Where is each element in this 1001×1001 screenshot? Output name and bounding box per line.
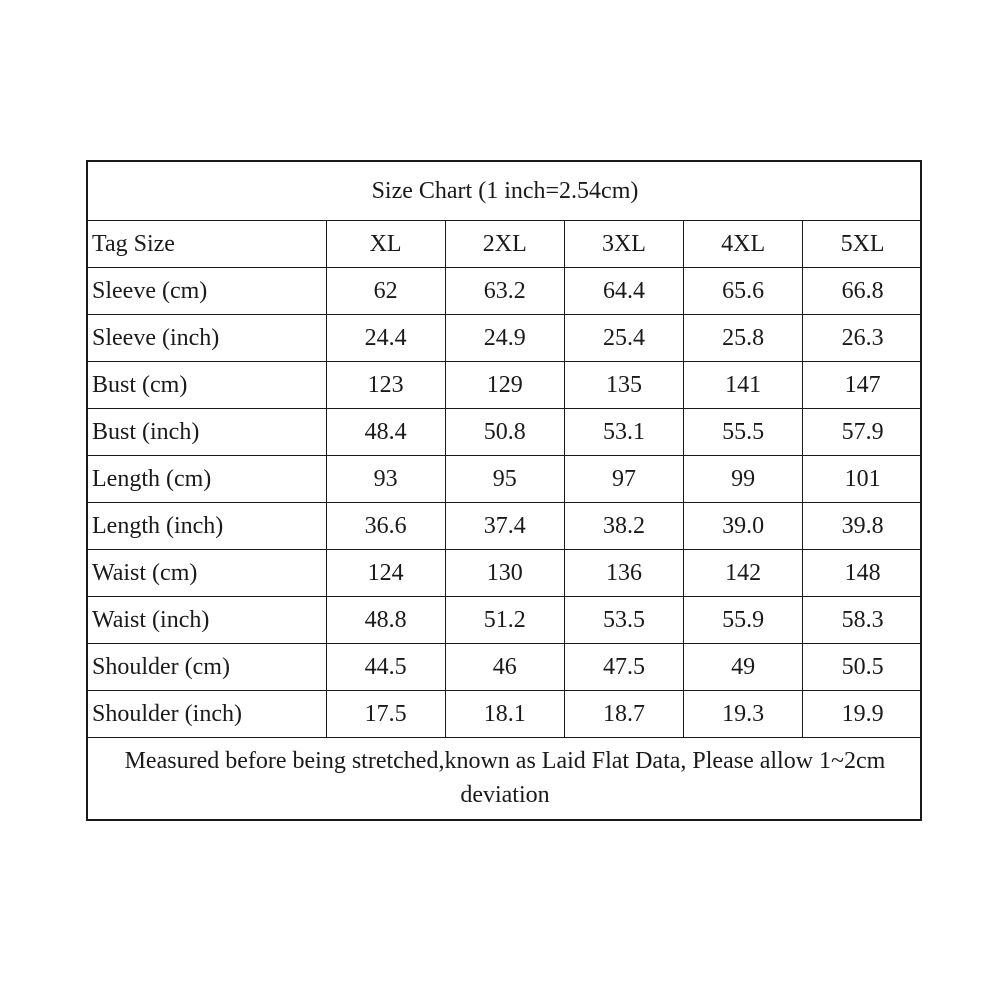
chart-title: Size Chart (1 inch=2.54cm)	[88, 162, 922, 221]
cell-value: 66.8	[803, 268, 922, 315]
cell-value: 136	[564, 550, 683, 597]
table-row	[88, 456, 922, 503]
cell-value: 19.9	[803, 691, 922, 738]
cell-value: 124	[326, 550, 445, 597]
cell-value: 26.3	[803, 315, 922, 362]
size-table	[88, 162, 922, 820]
cell-value: 38.2	[564, 503, 683, 550]
cell-value: 48.4	[326, 409, 445, 456]
cell-value: 55.9	[684, 597, 803, 644]
table-row	[88, 362, 922, 409]
row-label: Bust (cm)	[88, 362, 326, 409]
table-row	[88, 644, 922, 691]
table-row	[88, 550, 922, 597]
cell-value: 147	[803, 362, 922, 409]
cell-value: 99	[684, 456, 803, 503]
row-label: Shoulder (cm)	[88, 644, 326, 691]
cell-value: 135	[564, 362, 683, 409]
cell-value: 39.8	[803, 503, 922, 550]
table-row	[88, 503, 922, 550]
cell-value: 130	[445, 550, 564, 597]
cell-value: 19.3	[684, 691, 803, 738]
header-row	[88, 221, 922, 268]
cell-value: 50.5	[803, 644, 922, 691]
cell-value: 51.2	[445, 597, 564, 644]
cell-value: 18.1	[445, 691, 564, 738]
cell-value: 97	[564, 456, 683, 503]
header-label: Tag Size	[88, 221, 326, 268]
row-label: Shoulder (inch)	[88, 691, 326, 738]
cell-value: 44.5	[326, 644, 445, 691]
row-label: Sleeve (inch)	[88, 315, 326, 362]
row-label: Sleeve (cm)	[88, 268, 326, 315]
cell-value: 142	[684, 550, 803, 597]
table-row	[88, 315, 922, 362]
note-row	[88, 738, 922, 821]
cell-value: 148	[803, 550, 922, 597]
measurement-note: Measured before being stretched,known as Laid Flat Data, Please allow 1~2cm deviation	[88, 738, 922, 821]
cell-value: 24.9	[445, 315, 564, 362]
size-header: 4XL	[684, 221, 803, 268]
size-header: XL	[326, 221, 445, 268]
cell-value: 25.4	[564, 315, 683, 362]
cell-value: 25.8	[684, 315, 803, 362]
table-row	[88, 268, 922, 315]
cell-value: 37.4	[445, 503, 564, 550]
table-row	[88, 409, 922, 456]
cell-value: 101	[803, 456, 922, 503]
row-label: Bust (inch)	[88, 409, 326, 456]
cell-value: 24.4	[326, 315, 445, 362]
cell-value: 123	[326, 362, 445, 409]
cell-value: 129	[445, 362, 564, 409]
size-header: 2XL	[445, 221, 564, 268]
row-label: Length (cm)	[88, 456, 326, 503]
table-row	[88, 691, 922, 738]
cell-value: 49	[684, 644, 803, 691]
cell-value: 17.5	[326, 691, 445, 738]
size-header: 3XL	[564, 221, 683, 268]
size-header: 5XL	[803, 221, 922, 268]
cell-value: 65.6	[684, 268, 803, 315]
row-label: Length (inch)	[88, 503, 326, 550]
cell-value: 57.9	[803, 409, 922, 456]
cell-value: 55.5	[684, 409, 803, 456]
cell-value: 39.0	[684, 503, 803, 550]
cell-value: 58.3	[803, 597, 922, 644]
cell-value: 50.8	[445, 409, 564, 456]
cell-value: 62	[326, 268, 445, 315]
cell-value: 53.1	[564, 409, 683, 456]
size-chart	[86, 160, 922, 821]
cell-value: 48.8	[326, 597, 445, 644]
cell-value: 63.2	[445, 268, 564, 315]
cell-value: 95	[445, 456, 564, 503]
cell-value: 46	[445, 644, 564, 691]
cell-value: 64.4	[564, 268, 683, 315]
row-label: Waist (inch)	[88, 597, 326, 644]
cell-value: 36.6	[326, 503, 445, 550]
cell-value: 93	[326, 456, 445, 503]
cell-value: 53.5	[564, 597, 683, 644]
cell-value: 47.5	[564, 644, 683, 691]
table-row	[88, 597, 922, 644]
cell-value: 141	[684, 362, 803, 409]
cell-value: 18.7	[564, 691, 683, 738]
title-row	[88, 162, 922, 221]
row-label: Waist (cm)	[88, 550, 326, 597]
